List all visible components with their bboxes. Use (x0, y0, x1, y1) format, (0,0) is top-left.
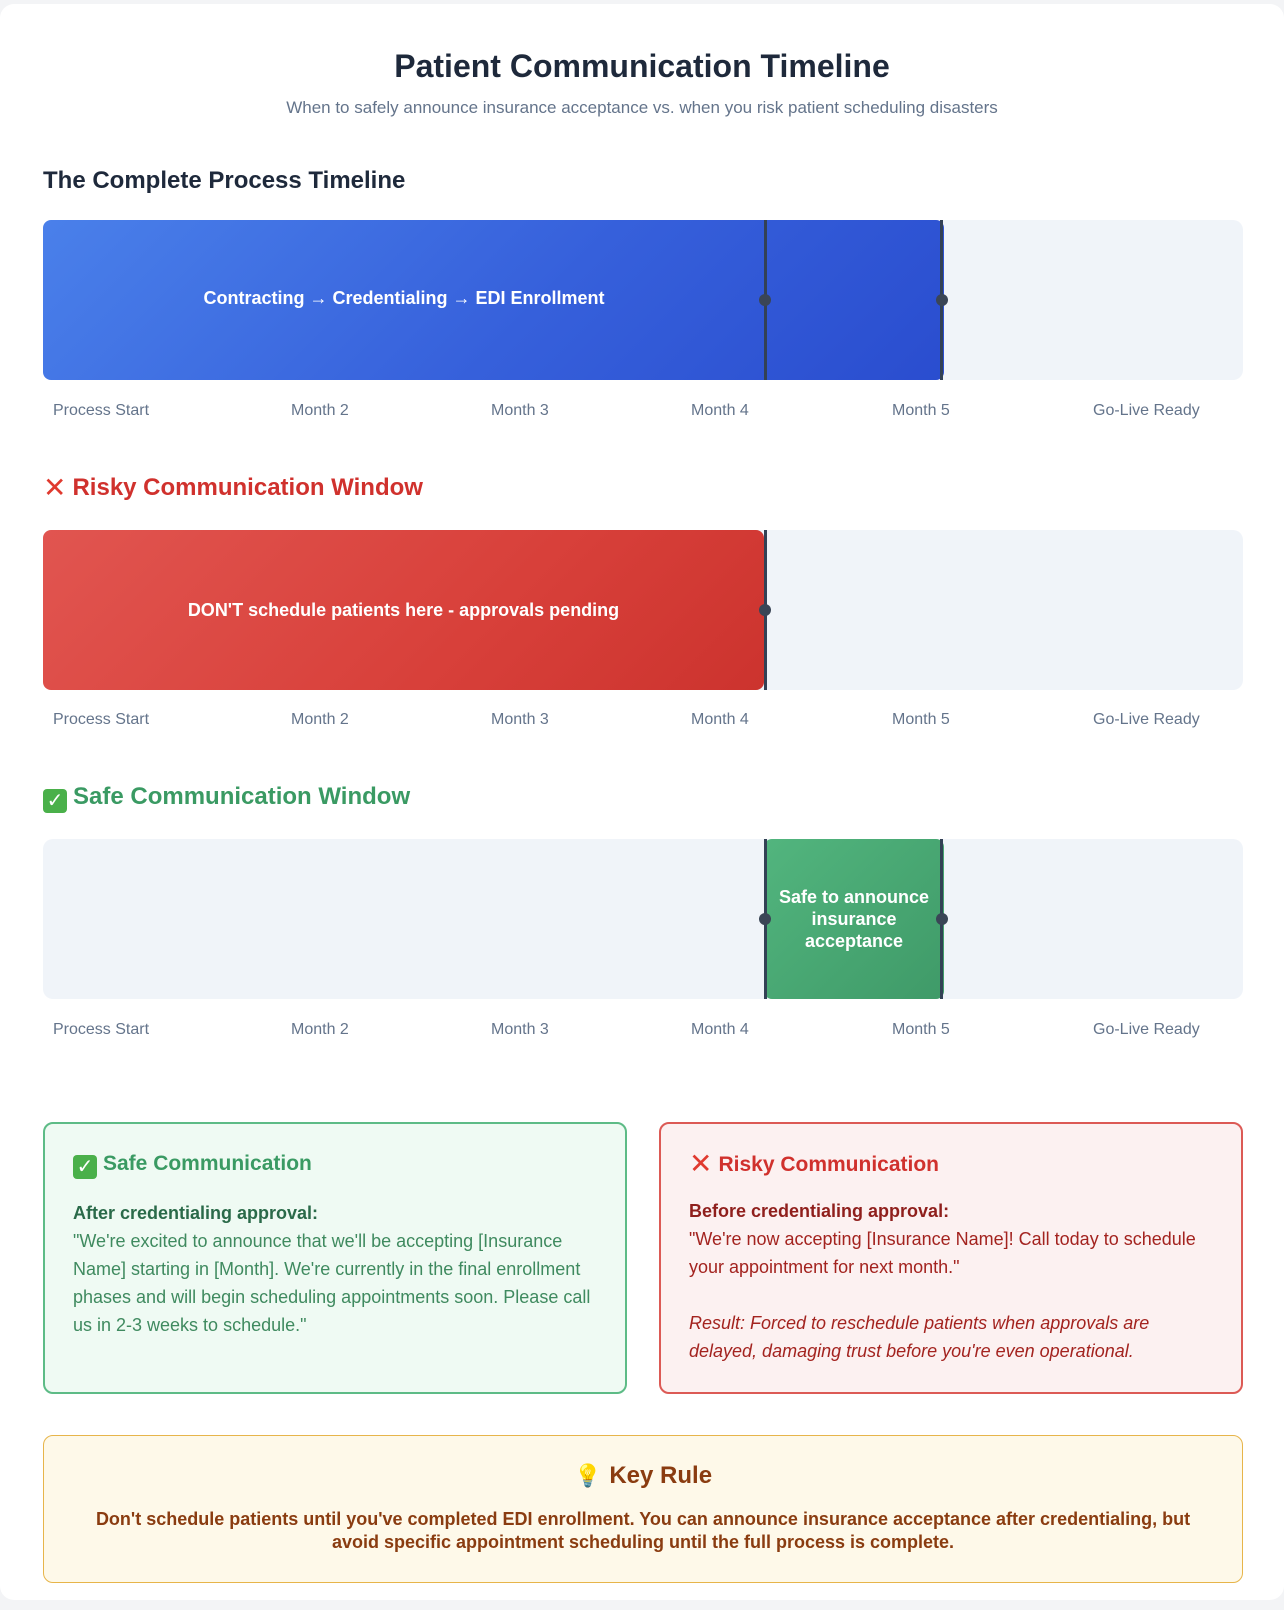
safe-timeline-axis (43, 1021, 1243, 1041)
axis-label: Process Start (53, 1021, 150, 1038)
risky-communication-box (659, 1122, 1243, 1394)
check-mark-icon: ✓ (43, 789, 67, 813)
axis-label: Month 4 (691, 402, 749, 419)
risky-communication-title: ✕ Risky Communication (689, 1148, 940, 1179)
safe-communication-box (43, 1122, 627, 1394)
risky-window-heading: ✕ Risky Communication Window (43, 472, 423, 503)
edi-marker-dot (936, 294, 948, 306)
complete-timeline-heading: The Complete Process Timeline (43, 167, 406, 194)
risky-communication-result: Result: Forced to reschedule patients when approvals are delayed, damaging trust before you're even operational. (689, 1313, 1150, 1361)
axis-label: Month 3 (491, 402, 549, 419)
axis-label: Month 3 (491, 1021, 549, 1038)
axis-label: Month 2 (291, 711, 349, 728)
axis-label: Go-Live Ready (1093, 1021, 1200, 1038)
axis-label: Go-Live Ready (1093, 402, 1200, 419)
safe-timeline-track (43, 839, 1243, 999)
axis-label: Month 4 (691, 1021, 749, 1038)
key-rule-box (43, 1435, 1243, 1583)
cross-mark-icon: ✕ (689, 1148, 713, 1179)
page-title: Patient Communication Timeline (394, 48, 890, 84)
complete-process-bar (43, 220, 944, 380)
axis-label: Month 5 (892, 402, 950, 419)
risky-communication-quote: "We're now accepting [Insurance Name]! Call today to schedule your appointment for next month." (689, 1229, 1196, 1277)
credentialing-marker-dot (759, 294, 771, 306)
axis-label: Go-Live Ready (1093, 711, 1200, 728)
check-mark-icon: ✓ (73, 1155, 97, 1179)
safe-window-bar (764, 839, 944, 999)
cross-mark-icon: ✕ (43, 472, 67, 503)
complete-process-bar-label: Contracting → Credentialing → EDI Enrollment (203, 288, 605, 308)
credentialing-marker-dot (759, 913, 771, 925)
risky-communication-label: Before credentialing approval: (689, 1201, 950, 1221)
axis-label: Month 2 (291, 1021, 349, 1038)
axis-label: Month 5 (892, 711, 950, 728)
safe-communication-label: After credentialing approval: (73, 1203, 319, 1223)
credentialing-marker-dot (759, 604, 771, 616)
key-rule-text: Don't schedule patients until you've completed EDI enrollment. You can announce insurance acceptance after credentialing, but avoid specific appointment scheduling until the full process is complete. (95, 1509, 1191, 1552)
complete-timeline-track (43, 220, 1243, 380)
content-card (0, 4, 1284, 1600)
risky-timeline-axis (43, 711, 1243, 731)
lightbulb-icon: 💡 (573, 1463, 602, 1488)
risky-window-bar-label: DON'T schedule patients here - approvals pending (187, 599, 620, 620)
axis-label: Month 4 (691, 711, 749, 728)
axis-label: Month 2 (291, 402, 349, 419)
axis-label: Month 3 (491, 711, 549, 728)
safe-window-bar-label: Safe to announce insurance acceptance (778, 887, 930, 951)
risky-window-bar (43, 530, 764, 690)
complete-timeline-axis (43, 402, 1243, 422)
page-subtitle: When to safely announce insurance acceptance vs. when you risk patient scheduling disasters (286, 98, 998, 117)
key-rule-title: 💡 Key Rule (573, 1462, 713, 1489)
risky-timeline-track (43, 530, 1243, 690)
safe-window-heading: ✓ Safe Communication Window (43, 783, 410, 813)
safe-communication-title: ✓ Safe Communication (73, 1152, 597, 1179)
axis-label: Process Start (53, 402, 150, 419)
axis-label: Month 5 (892, 1021, 950, 1038)
safe-communication-quote: "We're excited to announce that we'll be accepting [Insurance Name] starting in [Month]. We're currently in the final enrollment phases and will begin scheduling appointments soon. Please call us in 2-3 weeks to schedule." (73, 1231, 591, 1335)
axis-label: Process Start (53, 711, 150, 728)
edi-marker-dot (936, 913, 948, 925)
